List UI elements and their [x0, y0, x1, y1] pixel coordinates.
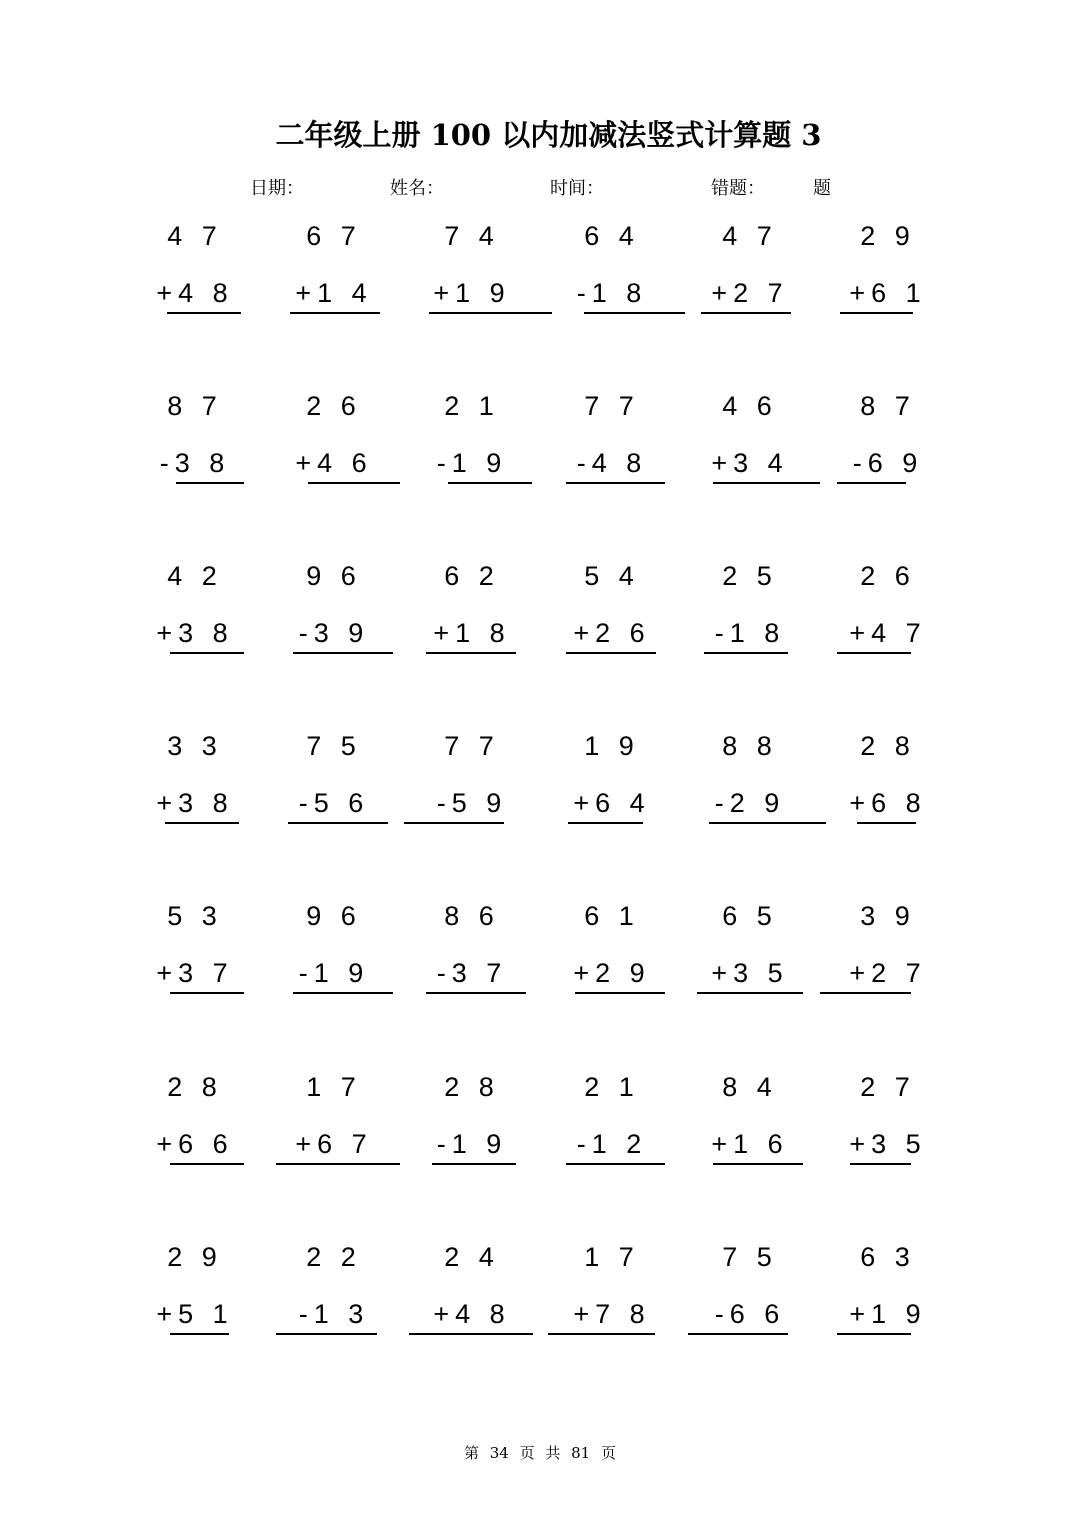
problem-operand: +2 9 — [573, 958, 651, 988]
time-label: 时间： — [550, 178, 604, 199]
problem-item — [537, 730, 687, 830]
problem-item — [537, 1241, 687, 1341]
answer-underline — [448, 482, 532, 484]
answer-underline — [548, 1333, 655, 1335]
problem-top-number: 4 2 — [167, 561, 223, 591]
problem-item — [120, 900, 270, 1000]
problem-operand: +1 4 — [295, 278, 373, 308]
problem-top-number: 5 3 — [167, 901, 223, 931]
answer-underline — [697, 992, 803, 994]
answer-underline — [426, 992, 526, 994]
answer-underline — [170, 1163, 244, 1165]
problem-top-number: 2 9 — [167, 1242, 223, 1272]
problem-operand: +3 8 — [156, 618, 234, 648]
problem-top-number: 9 6 — [306, 561, 362, 591]
answer-underline — [404, 822, 504, 824]
problem-operand: +1 9 — [849, 1299, 927, 1329]
problem-top-number: 8 7 — [167, 391, 223, 421]
answer-underline — [709, 822, 826, 824]
answer-underline — [704, 652, 788, 654]
problem-top-number: 8 4 — [722, 1072, 778, 1102]
problem-item — [537, 1071, 687, 1171]
problem-item — [120, 560, 270, 660]
problem-top-number: 2 4 — [444, 1242, 500, 1272]
problem-item — [813, 1241, 963, 1341]
problem-item — [120, 220, 270, 320]
problem-operand: +3 8 — [156, 788, 234, 818]
problem-item — [675, 730, 825, 830]
answer-underline — [429, 312, 552, 314]
problem-operand: +6 6 — [156, 1129, 234, 1159]
answer-underline — [701, 312, 791, 314]
problem-top-number: 2 7 — [860, 1072, 916, 1102]
answer-underline — [837, 652, 911, 654]
problem-top-number: 7 7 — [444, 731, 500, 761]
problem-item — [259, 900, 409, 1000]
problem-operand: -5 6 — [298, 788, 370, 818]
problem-item — [813, 390, 963, 490]
page-footer: 第 34 页 共 81 页 — [463, 1444, 616, 1462]
answer-underline — [288, 822, 388, 824]
problem-operand: +1 9 — [433, 278, 511, 308]
problem-item — [259, 730, 409, 830]
problem-item — [537, 900, 687, 1000]
problem-top-number: 9 6 — [306, 901, 362, 931]
problem-item — [813, 900, 963, 1000]
problem-top-number: 6 4 — [584, 221, 640, 251]
answer-underline — [290, 312, 380, 314]
problem-top-number: 7 5 — [722, 1242, 778, 1272]
answer-underline — [837, 482, 906, 484]
problem-item — [813, 220, 963, 320]
problem-operand: -3 9 — [298, 618, 370, 648]
problem-operand: +7 8 — [573, 1299, 651, 1329]
answer-underline — [840, 312, 913, 314]
problem-top-number: 3 3 — [167, 731, 223, 761]
problem-top-number: 2 8 — [860, 731, 916, 761]
problem-top-number: 8 7 — [860, 391, 916, 421]
problem-top-number: 2 8 — [167, 1072, 223, 1102]
problem-operand: +6 7 — [295, 1129, 373, 1159]
problem-item — [397, 730, 547, 830]
problem-item — [397, 1071, 547, 1171]
problem-top-number: 1 7 — [584, 1242, 640, 1272]
problem-operand: -1 2 — [576, 1129, 648, 1159]
problem-item — [813, 730, 963, 830]
problem-operand: -2 9 — [714, 788, 786, 818]
problem-operand: +6 4 — [573, 788, 651, 818]
problem-item — [397, 560, 547, 660]
problem-operand: +4 6 — [295, 448, 373, 478]
problem-top-number: 3 9 — [860, 901, 916, 931]
answer-underline — [176, 482, 244, 484]
answer-underline — [568, 822, 643, 824]
problem-top-number: 8 6 — [444, 901, 500, 931]
answer-underline — [566, 1163, 665, 1165]
problem-operand: +1 6 — [711, 1129, 789, 1159]
answer-underline — [857, 822, 916, 824]
problem-item — [675, 1071, 825, 1171]
worksheet-title: 二年级上册 100 以内加减法竖式计算题 3 — [275, 118, 822, 152]
problem-top-number: 2 8 — [444, 1072, 500, 1102]
problem-operand: -3 7 — [436, 958, 508, 988]
answer-underline — [566, 652, 656, 654]
answer-underline — [170, 992, 244, 994]
problem-top-number: 4 7 — [167, 221, 223, 251]
problem-operand: -4 8 — [576, 448, 648, 478]
problem-operand: +4 7 — [849, 618, 927, 648]
problem-item — [397, 1241, 547, 1341]
problem-item — [675, 220, 825, 320]
answer-underline — [575, 992, 665, 994]
problem-operand: +5 1 — [156, 1299, 234, 1329]
problem-item — [259, 1071, 409, 1171]
answer-underline — [293, 652, 393, 654]
answer-underline — [170, 1333, 229, 1335]
answer-underline — [409, 1333, 533, 1335]
answer-underline — [426, 652, 516, 654]
problem-top-number: 1 7 — [306, 1072, 362, 1102]
answer-underline — [850, 1163, 911, 1165]
problem-operand: +4 8 — [433, 1299, 511, 1329]
problem-top-number: 6 1 — [584, 901, 640, 931]
answer-underline — [432, 1163, 516, 1165]
problem-operand: -1 3 — [298, 1299, 370, 1329]
problem-operand: -1 9 — [436, 448, 508, 478]
problem-operand: +2 7 — [849, 958, 927, 988]
answer-underline — [167, 312, 241, 314]
problem-operand: +2 6 — [573, 618, 651, 648]
problem-top-number: 2 1 — [584, 1072, 640, 1102]
problem-item — [397, 390, 547, 490]
problem-operand: +3 4 — [711, 448, 789, 478]
problem-item — [675, 900, 825, 1000]
answer-underline — [293, 992, 393, 994]
answer-underline — [566, 482, 665, 484]
problem-item — [537, 220, 687, 320]
answer-underline — [837, 1333, 911, 1335]
problem-top-number: 7 5 — [306, 731, 362, 761]
problem-operand: +3 7 — [156, 958, 234, 988]
answer-underline — [276, 1333, 377, 1335]
problem-item — [813, 560, 963, 660]
problem-item — [120, 1241, 270, 1341]
problem-item — [259, 390, 409, 490]
errors-label: 错题： — [711, 178, 765, 199]
problem-operand: +6 8 — [849, 788, 927, 818]
problem-top-number: 2 5 — [722, 561, 778, 591]
problem-top-number: 6 2 — [444, 561, 500, 591]
problem-top-number: 6 7 — [306, 221, 362, 251]
problem-item — [675, 1241, 825, 1341]
problem-top-number: 8 8 — [722, 731, 778, 761]
answer-underline — [165, 822, 239, 824]
problem-operand: -6 6 — [714, 1299, 786, 1329]
problem-item — [120, 730, 270, 830]
problem-operand: +3 5 — [849, 1129, 927, 1159]
answer-underline — [688, 1333, 788, 1335]
problem-top-number: 7 7 — [584, 391, 640, 421]
problem-item — [675, 390, 825, 490]
problem-top-number: 1 9 — [584, 731, 640, 761]
problem-top-number: 2 9 — [860, 221, 916, 251]
answer-underline — [276, 1163, 400, 1165]
date-label: 日期： — [250, 178, 304, 199]
problem-operand: +6 1 — [849, 278, 927, 308]
problem-operand: -5 9 — [436, 788, 508, 818]
problem-item — [813, 1071, 963, 1171]
problem-operand: -1 8 — [576, 278, 648, 308]
problem-item — [397, 900, 547, 1000]
answer-underline — [713, 482, 820, 484]
problem-operand: -6 9 — [852, 448, 924, 478]
problem-top-number: 4 7 — [722, 221, 778, 251]
answer-underline — [713, 1163, 803, 1165]
problem-item — [259, 220, 409, 320]
problem-operand: +3 5 — [711, 958, 789, 988]
problem-top-number: 2 6 — [860, 561, 916, 591]
errors-unit-label: 题 — [813, 178, 831, 199]
answer-underline — [820, 992, 911, 994]
problem-top-number: 6 3 — [860, 1242, 916, 1272]
problem-top-number: 6 5 — [722, 901, 778, 931]
problem-top-number: 2 2 — [306, 1242, 362, 1272]
answer-underline — [308, 482, 400, 484]
problem-operand: +1 8 — [433, 618, 511, 648]
problem-top-number: 5 4 — [584, 561, 640, 591]
problem-item — [397, 220, 547, 320]
problem-operand: -1 8 — [714, 618, 786, 648]
problem-item — [259, 560, 409, 660]
answer-underline — [584, 312, 685, 314]
problem-operand: +2 7 — [711, 278, 789, 308]
problem-item — [537, 390, 687, 490]
problem-item — [120, 1071, 270, 1171]
problem-item — [675, 560, 825, 660]
problem-item — [537, 560, 687, 660]
name-label: 姓名： — [390, 178, 444, 199]
problem-top-number: 4 6 — [722, 391, 778, 421]
problem-operand: +4 8 — [156, 278, 234, 308]
problem-top-number: 2 6 — [306, 391, 362, 421]
problem-top-number: 2 1 — [444, 391, 500, 421]
problem-item — [120, 390, 270, 490]
problem-operand: -3 8 — [159, 448, 231, 478]
problem-operand: -1 9 — [298, 958, 370, 988]
problem-item — [259, 1241, 409, 1341]
problem-top-number: 7 4 — [444, 221, 500, 251]
answer-underline — [170, 652, 244, 654]
problem-operand: -1 9 — [436, 1129, 508, 1159]
